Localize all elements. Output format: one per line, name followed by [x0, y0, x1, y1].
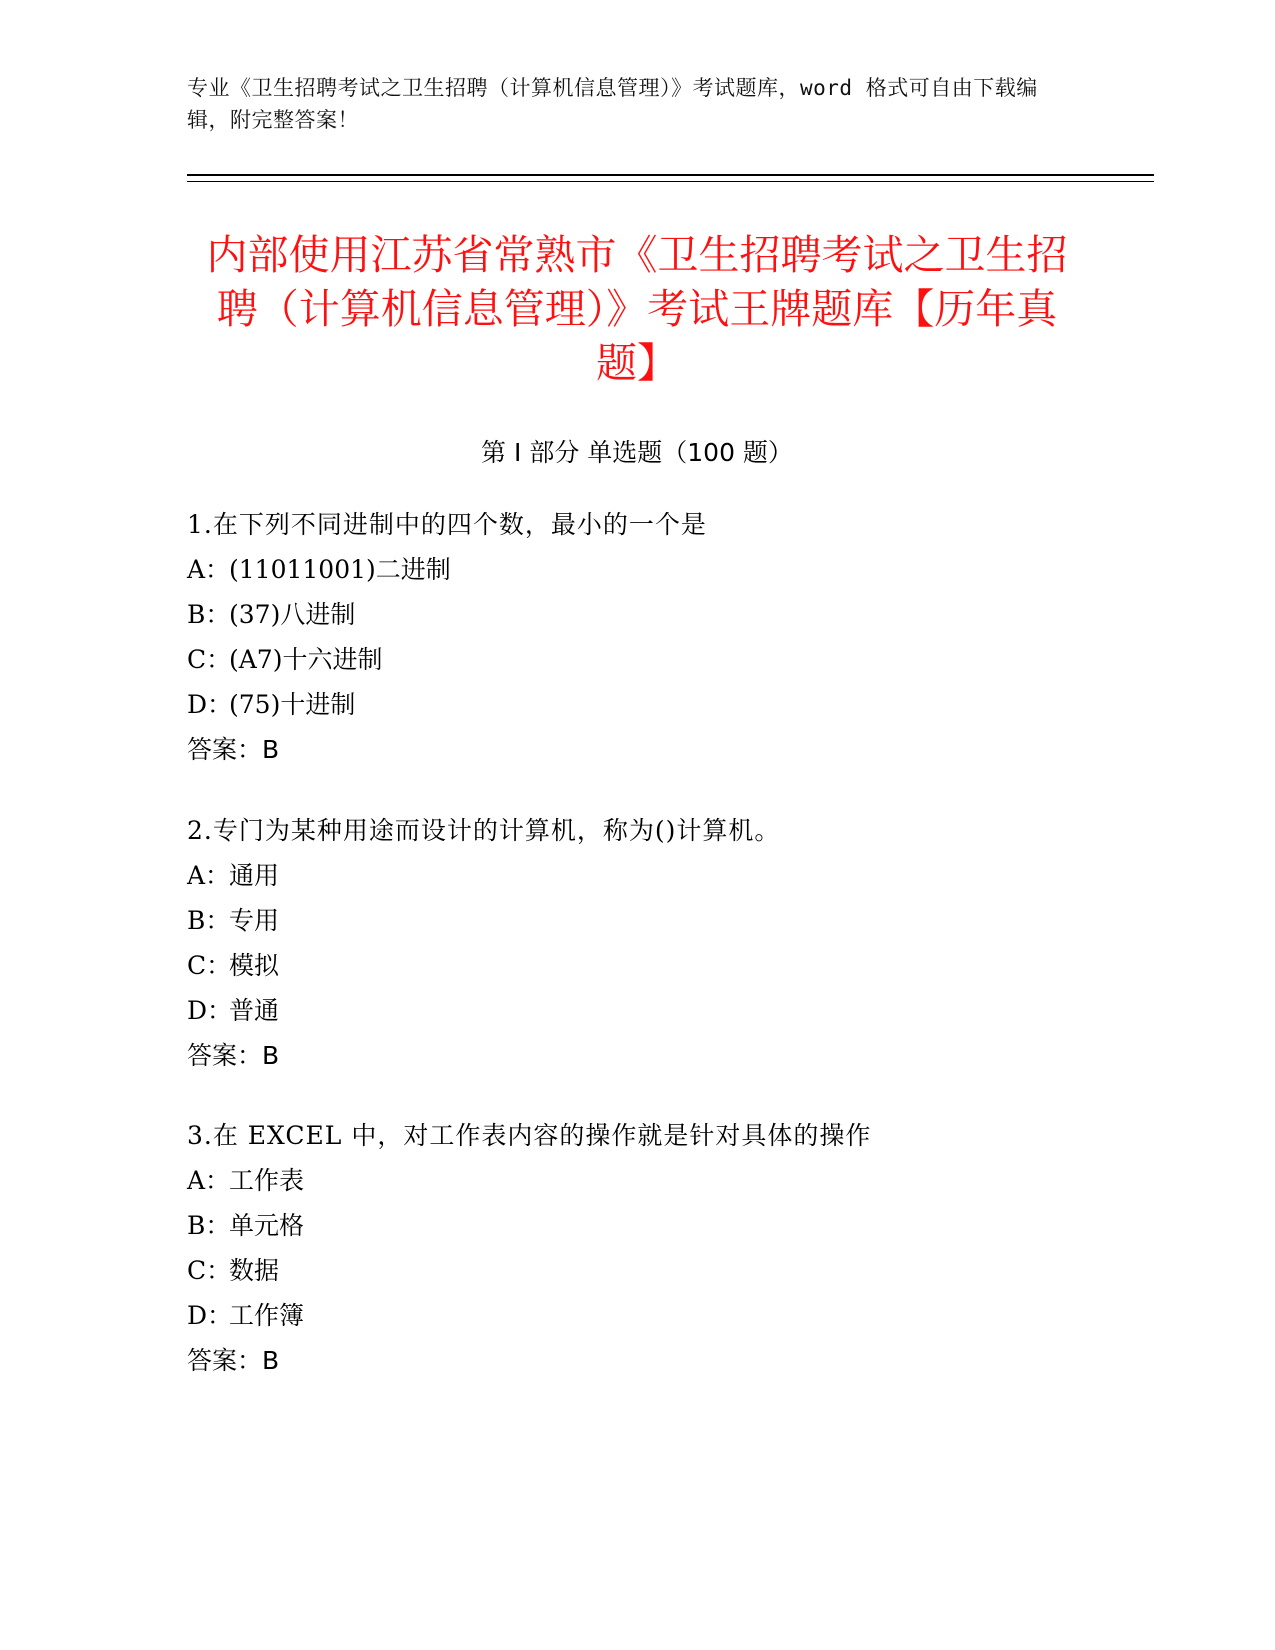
document-title: 内部使用江苏省常熟市《卫生招聘考试之卫生招聘（计算机信息管理）》考试王牌题库【历年真题】: [206, 231, 1068, 387]
option-b: [187, 592, 1087, 637]
option-key: B：: [187, 600, 231, 629]
option-key: D：: [187, 1301, 233, 1330]
answer-line: [187, 1338, 1087, 1383]
option-key: B：: [187, 906, 231, 935]
option-key: A：: [187, 861, 231, 890]
answer-label: 答案：: [187, 1041, 263, 1070]
option-text: 工作表: [229, 1166, 305, 1195]
option-text: 普通: [229, 996, 280, 1025]
option-c: [187, 1248, 1087, 1293]
option-d: [187, 1293, 1087, 1338]
option-b: [187, 898, 1087, 943]
header-rule-thin: [187, 181, 1154, 182]
question-stem: 2.专门为某种用途而设计的计算机，称为()计算机。: [187, 816, 781, 845]
option-a: [187, 547, 1087, 592]
option-key: C：: [187, 951, 232, 980]
option-text: (11011001)二进制: [229, 555, 451, 584]
answer-value: B: [262, 1346, 280, 1375]
option-key: D：: [187, 996, 233, 1025]
question-stem: 3.在 EXCEL 中，对工作表内容的操作就是针对具体的操作: [187, 1121, 872, 1150]
question-3: [187, 1113, 1087, 1383]
option-a: [187, 1158, 1087, 1203]
option-c: [187, 943, 1087, 988]
option-key: B：: [187, 1211, 231, 1240]
answer-value: B: [262, 1041, 280, 1070]
option-d: [187, 682, 1087, 727]
option-text: 通用: [229, 861, 280, 890]
option-text: 专用: [229, 906, 280, 935]
answer-line: [187, 1033, 1087, 1078]
header-note: 专业《卫生招聘考试之卫生招聘（计算机信息管理）》考试题库，word 格式可自由下载编辑，附完整答案！: [187, 76, 1038, 132]
answer-line: [187, 727, 1087, 772]
option-key: D：: [187, 690, 233, 719]
option-d: [187, 988, 1087, 1033]
option-text: 数据: [229, 1256, 280, 1285]
option-text: (A7)十六进制: [229, 645, 383, 674]
answer-label: 答案：: [187, 735, 263, 764]
option-c: [187, 637, 1087, 682]
header-rule-thick: [187, 174, 1154, 176]
answer-label: 答案：: [187, 1346, 263, 1375]
answer-value: B: [262, 735, 280, 764]
option-a: [187, 853, 1087, 898]
question-stem: 1.在下列不同进制中的四个数，最小的一个是: [187, 510, 707, 539]
option-b: [187, 1203, 1087, 1248]
option-key: A：: [187, 1166, 231, 1195]
option-text: 单元格: [229, 1211, 305, 1240]
option-text: 工作簿: [229, 1301, 305, 1330]
section-heading: 第 I 部分 单选题（100 题）: [481, 438, 793, 467]
question-2: [187, 808, 1087, 1078]
option-key: C：: [187, 645, 232, 674]
option-text: 模拟: [229, 951, 280, 980]
option-key: C：: [187, 1256, 232, 1285]
option-text: (37)八进制: [229, 600, 356, 629]
option-text: (75)十进制: [229, 690, 356, 719]
option-key: A：: [187, 555, 231, 584]
question-1: [187, 502, 1087, 772]
